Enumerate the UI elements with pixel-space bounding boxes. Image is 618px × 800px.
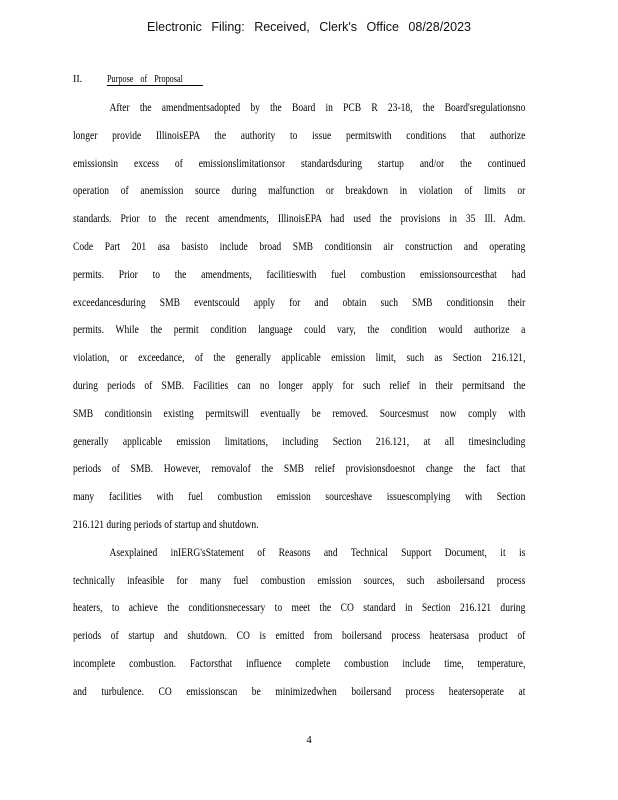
- section-title: Purpose of Proposal: [107, 74, 203, 86]
- text-line: exceedancesduring SMB eventscould apply for and obtain such SMB conditionsin their: [73, 296, 526, 309]
- text-line: violation, or exceedance, of the generally applicable emission limit, such as Section 216.121,: [73, 352, 526, 365]
- text-line: and turbulence. CO emissionscan be minimizedwhen boilersand process heatersoperate at: [73, 685, 526, 698]
- text-line: permits. While the permit condition language could vary, the condition would authorize a: [73, 324, 526, 337]
- text-line: After the amendmentsadopted by the Board in PCB R 23-18, the Board'sregulationsno: [109, 102, 526, 114]
- text-line: heaters, to achieve the conditionsnecessary to meet the CO standard in Section 216.121 during: [73, 602, 526, 615]
- text-line: many facilities with fuel combustion emission sourceshave issuescomplying with Section: [73, 491, 526, 504]
- text-line: Code Part 201 asa basisto include broad SMB conditionsin air construction and operating: [73, 240, 526, 253]
- text-line: incomplete combustion. Factorsthat influence complete combustion include time, temperature,: [73, 657, 526, 670]
- text-line: SMB conditionsin existing permitswill eventually be removed. Sourcesmust now comply with: [73, 407, 526, 420]
- text-line: periods of SMB. However, removalof the SMB relief provisionsdoesnot change the fact that: [73, 463, 526, 476]
- text-line: permits. Prior to the amendments, facilitieswith fuel combustion emissionsourcesthat had: [73, 268, 526, 281]
- text-line: Asexplained inIERG'sStatement of Reasons and Technical Support Document, it is: [109, 546, 526, 559]
- filing-header: Electronic Filing: Received, Clerk's Office 08/28/2023: [147, 20, 471, 34]
- text-line: emissionsin excess of emissionslimitationsor standardsduring startup and/or the continued: [73, 157, 526, 170]
- text-line: periods of startup and shutdown. CO is emitted from boilersand process heatersasa product of: [73, 630, 526, 643]
- body-text: [73, 100, 525, 712]
- text-line: generally applicable emission limitations, including Section 216.121, at all timesincluding: [73, 435, 526, 448]
- section-heading: [73, 74, 224, 86]
- text-line: 216.121 during periods of startup and shutdown.: [73, 518, 259, 531]
- text-line: standards. Prior to the recent amendments, IllinoisEPA had used the provisions in 35 Ill. Adm.: [73, 213, 526, 226]
- text-line: during periods of SMB. Facilities can no longer apply for such relief in their permitsand the: [73, 379, 526, 392]
- text-line: technically infeasible for many fuel combustion emission sources, such asboilersand process: [73, 574, 526, 587]
- section-number: II.: [73, 74, 83, 85]
- text-line: longer provide IllinoisEPA the authority to issue permitswith conditions that authorize: [73, 129, 526, 142]
- page-number: 4: [306, 734, 312, 746]
- text-line: operation of anemission source during malfunction or breakdown in violation of limits or: [73, 185, 526, 198]
